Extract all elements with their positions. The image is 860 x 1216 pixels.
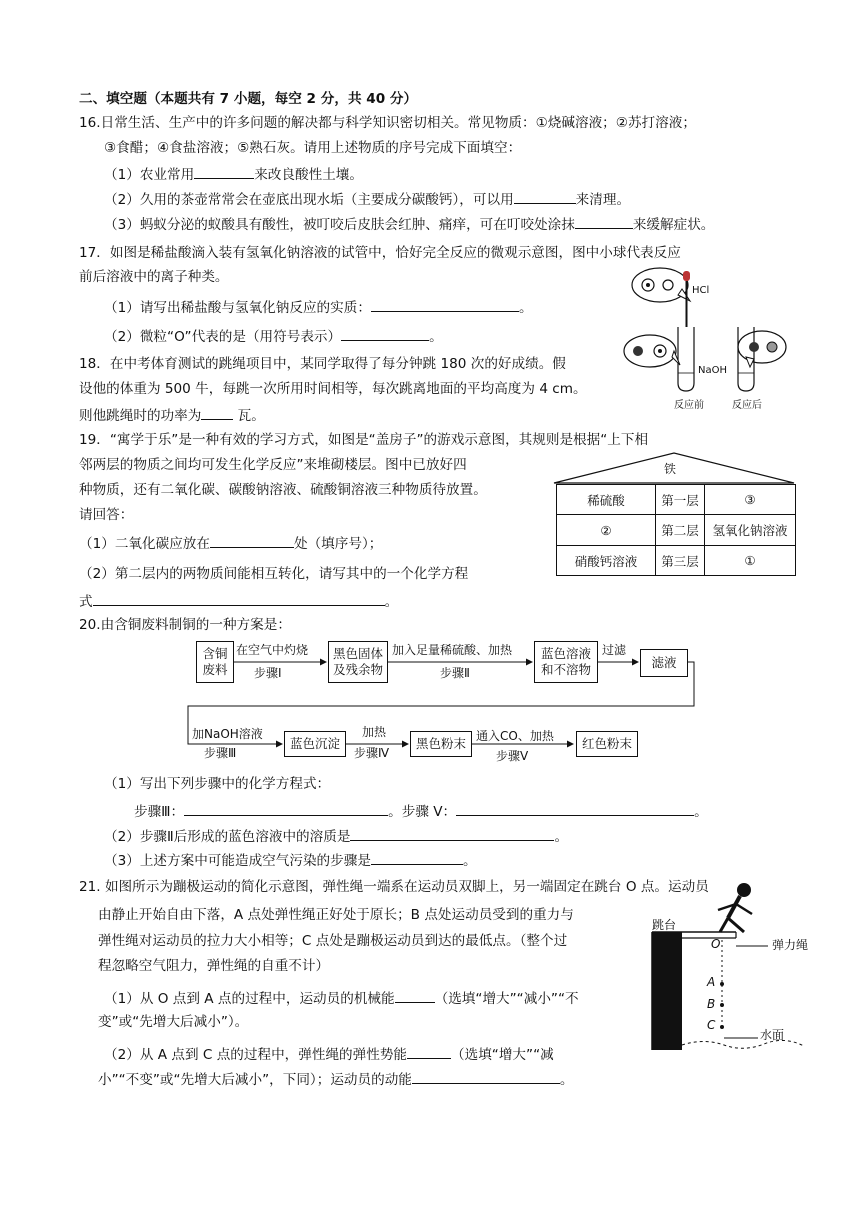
q16-line1: 16.日常生活、生产中的许多问题的解决都与科学知识密切相关。常见物质：①烧碱溶液；②苏打溶液； <box>79 115 696 131</box>
house-cell: ③ <box>705 485 796 515</box>
flow-step-label: 步骤Ⅰ <box>254 666 282 680</box>
q17-line1: 17．如图是稀盐酸滴入装有氢氧化钠溶液的试管中，恰好完全反应的微观示意图，图中小球代表反应 <box>79 245 681 261</box>
answer-blank[interactable] <box>210 533 294 548</box>
flow-box-blue-solution: 蓝色溶液 和不溶物 <box>534 641 598 683</box>
flow-arrow-label: 通入CO、加热 <box>476 729 554 743</box>
flow-box-blue-precipitate: 蓝色沉淀 <box>284 731 346 757</box>
answer-blank[interactable] <box>412 1069 560 1084</box>
house-cell: 硝酸钙溶液 <box>557 546 656 576</box>
q19-line1: 19．“寓学于乐”是一种有效的学习方式，如图是“盖房子”的游戏示意图，其规则是根据“上下相 <box>79 432 649 448</box>
q19-part1-tail: 处（填序号）； <box>294 536 383 552</box>
q17-part1-tail: 。 <box>518 300 533 316</box>
q20-part3-tail: 。 <box>462 853 477 869</box>
q16-part3 <box>104 214 714 234</box>
label-rope: 弹力绳 <box>772 938 809 952</box>
q20-part2-text: （2）步骤Ⅱ后形成的蓝色溶液中的溶质是 <box>104 829 351 845</box>
flow-step-label: 步骤Ⅲ <box>204 746 237 760</box>
q19-part2: （2）第二层内的两物质间能相互转化，请写其中的一个化学方程 <box>79 566 469 582</box>
label-c: C <box>707 1018 716 1032</box>
answer-blank[interactable] <box>395 988 435 1003</box>
answer-blank[interactable] <box>184 801 388 816</box>
q21-line3: 弹性绳对运动员的拉力大小相等；C 点处是蹦极运动员到达的最低点。（整个过 <box>98 933 568 949</box>
q19-part1 <box>79 533 382 553</box>
q20-part1-tail: 。 <box>694 804 708 820</box>
flow-arrow-label: 过滤 <box>602 643 627 657</box>
q16-part2-text: （2）久用的茶壶常常会在壶底出现水垢（主要成分碳酸钙），可以用 <box>104 192 514 208</box>
flow-arrow-label: 在空气中灼烧 <box>236 643 309 657</box>
q17-part1-text: （1）请写出稀盐酸与氢氧化钠反应的实质： <box>104 300 371 316</box>
q20-part1: （1）写出下列步骤中的化学方程式： <box>104 776 331 792</box>
label-naoh: NaOH <box>698 365 727 376</box>
q20-part1-eq <box>134 801 708 821</box>
house-cell: ② <box>557 515 656 546</box>
q19-part2b-tail: 。 <box>384 594 399 610</box>
label-before: 反应前 <box>674 400 704 411</box>
q16-part3-text: （3）蚂蚁分泌的蚁酸具有酸性，被叮咬后皮肤会红肿、痛痒，可在叮咬处涂抹 <box>104 217 575 233</box>
house-table <box>556 484 796 576</box>
q20-part2-tail: 。 <box>554 829 569 845</box>
answer-blank[interactable] <box>93 591 385 606</box>
q17-part2 <box>104 326 443 346</box>
answer-blank[interactable] <box>201 405 233 420</box>
q16-part2 <box>104 189 630 209</box>
q21-part2-cont-text: 小”“不变”或“先增大后减小”，下同）；运动员的动能 <box>98 1072 412 1088</box>
house-cell: 稀硫酸 <box>557 485 656 515</box>
q21-part2-tail: 。 <box>559 1072 574 1088</box>
label-b: B <box>707 997 716 1011</box>
flow-box-black-solid: 黑色固体 及残余物 <box>328 641 388 683</box>
label-hcl: HCl <box>692 285 710 296</box>
q19-part1-text: （1）二氧化碳应放在 <box>79 536 210 552</box>
answer-blank[interactable] <box>341 326 429 341</box>
q16-part1 <box>104 164 363 184</box>
q17-part1 <box>104 297 533 317</box>
q21-line2: 由静止开始自由下落，A 点处弹性绳正好处于原长；B 点处运动员受到的重力与 <box>98 907 574 923</box>
flow-box-filtrate: 滤液 <box>640 649 688 677</box>
section-title: 二、填空题（本题共有 7 小题，每空 2 分，共 40 分） <box>79 91 418 107</box>
q19-line4: 请回答： <box>79 507 134 523</box>
q21-part1-text: （1）从 O 点到 A 点的过程中，运动员的机械能 <box>104 991 395 1007</box>
answer-blank[interactable] <box>456 801 694 816</box>
label-platform: 跳台 <box>652 918 677 932</box>
q21-line1: 21. 如图所示为蹦极运动的简化示意图，弹性绳一端系在运动员双脚上，另一端固定在跳台 O 点。运动员 <box>79 879 709 895</box>
flow-box-copper-waste: 含铜 废料 <box>196 641 234 683</box>
q21-part2-cont <box>98 1069 573 1089</box>
label-after: 反应后 <box>732 400 762 411</box>
label-a: A <box>707 975 716 989</box>
q21-part1 <box>104 988 579 1008</box>
q21-part2-text: （2）从 A 点到 C 点的过程中，弹性绳的弹性势能 <box>104 1047 408 1063</box>
q21-part1-mid: （选填“增大”“减小”“不 <box>434 991 579 1007</box>
q17-part2-tail: 。 <box>429 329 443 345</box>
q18-line3-text: 则他跳绳时的功率为 <box>79 408 202 424</box>
q20-step5-text: 。步骤 V： <box>388 804 457 820</box>
q17-line2: 前后溶液中的离子种类。 <box>79 269 229 285</box>
house-cell: 第一层 <box>656 485 705 515</box>
q16-part2-tail: 来清理。 <box>575 192 631 208</box>
house-cell: 第三层 <box>656 546 705 576</box>
house-cell: ① <box>705 546 796 576</box>
q20-part3 <box>104 850 477 870</box>
q20-step3-text: 步骤Ⅲ： <box>134 804 185 820</box>
q18-line2: 设他的体重为 500 牛，每跳一次所用时间相等，每次跳离地面的平均高度为 4 cm。 <box>79 381 587 397</box>
q21-part1-cont: 变”或“先增大后减小”）。 <box>98 1014 249 1030</box>
answer-blank[interactable] <box>514 189 576 204</box>
answer-blank[interactable] <box>407 1044 451 1059</box>
answer-blank[interactable] <box>194 164 254 179</box>
q19-part2b <box>79 591 398 611</box>
answer-blank[interactable] <box>371 850 463 865</box>
q16-line2: ③食醋；④食盐溶液；⑤熟石灰。请用上述物质的序号完成下面填空： <box>104 140 522 156</box>
q20-line1: 20.由含铜废料制铜的一种方案是： <box>79 617 291 633</box>
q19-line3: 种物质，还有二氧化碳、碳酸钠溶液、硫酸铜溶液三种物质待放置。 <box>79 482 487 498</box>
q19-part2b-text: 式 <box>79 594 93 610</box>
roof-label: 铁 <box>664 462 677 476</box>
label-o: O <box>711 937 721 951</box>
flow-arrow-label: 加NaOH溶液 <box>192 727 263 741</box>
q21-part2-mid: （选填“增大”“减 <box>451 1047 554 1063</box>
flow-step-label: 步骤Ⅱ <box>440 666 470 680</box>
q20-part3-text: （3）上述方案中可能造成空气污染的步骤是 <box>104 853 371 869</box>
q19-line2: 邻两层的物质之间均可发生化学反应”来堆砌楼层。图中已放好四 <box>79 457 467 473</box>
answer-blank[interactable] <box>371 297 519 312</box>
house-cell: 氢氧化钠溶液 <box>705 515 796 546</box>
house-cell: 第二层 <box>656 515 705 546</box>
flow-box-red-powder: 红色粉末 <box>576 731 638 757</box>
q18-line1: 18．在中考体育测试的跳绳项目中，某同学取得了每分钟跳 180 次的好成绩。假 <box>79 356 566 372</box>
q16-part3-tail: 来缓解症状。 <box>632 217 715 233</box>
q18-line3 <box>79 405 265 425</box>
q16-part1-tail: 来改良酸性土壤。 <box>254 167 363 183</box>
flow-step-label: 步骤Ⅳ <box>354 746 390 760</box>
bungee-diagram <box>644 880 824 1050</box>
q21-part2 <box>104 1044 554 1064</box>
flow-arrow-label: 加热 <box>362 725 387 739</box>
answer-blank[interactable] <box>350 826 554 841</box>
q16-part1-text: （1）农业常用 <box>104 167 195 183</box>
flow-box-black-powder: 黑色粉末 <box>410 731 472 757</box>
q21-line4: 程忽略空气阻力，弹性绳的自重不计） <box>98 958 330 974</box>
label-water: 水面 <box>760 1028 785 1042</box>
flow-step-label: 步骤Ⅴ <box>496 749 529 763</box>
q20-part2 <box>104 826 568 846</box>
flow-arrow-label: 加入足量稀硫酸、加热 <box>392 643 513 657</box>
q18-line3-tail: 瓦。 <box>237 408 265 424</box>
answer-blank[interactable] <box>575 214 633 229</box>
q17-part2-text: （2）微粒“O”代表的是（用符号表示） <box>104 329 342 345</box>
